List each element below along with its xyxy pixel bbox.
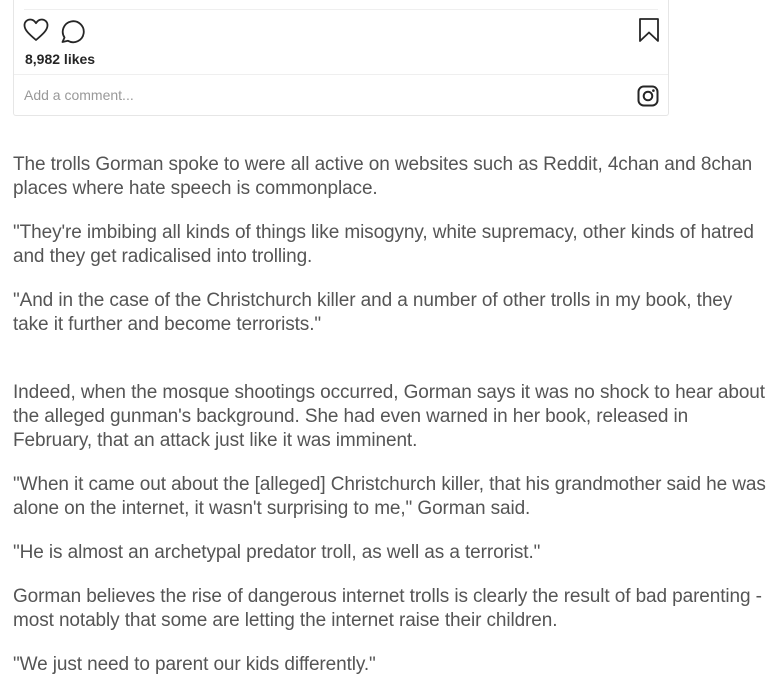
divider (24, 9, 658, 10)
paragraph: "And in the case of the Christchurch killer and a number of other trolls in my book, they take it further and become terrorists." (13, 290, 733, 335)
paragraph: "We just need to parent our kids differently." (13, 654, 376, 675)
comment-row (14, 74, 668, 116)
bookmark-icon[interactable] (638, 17, 660, 43)
paragraph: "They're imbibing all kinds of things like misogyny, white supremacy, other kinds of hatred and they get radicalised into trolling. (13, 222, 754, 267)
instagram-embed (13, 0, 669, 116)
comment-input[interactable] (24, 85, 584, 105)
paragraph: "He is almost an archetypal predator troll, as well as a terrorist." (13, 542, 541, 563)
article-body (13, 153, 769, 697)
paragraph: Gorman believes the rise of dangerous internet trolls is clearly the result of bad parenting - most notably that some are letting the internet raise their children. (13, 586, 762, 631)
paragraph: The trolls Gorman spoke to were all active on websites such as Reddit, 4chan and 8chan places where hate speech is commonplace. (13, 154, 753, 199)
instagram-icon[interactable] (637, 85, 659, 107)
likes-count: 8,982 likes (25, 51, 96, 67)
comment-icon[interactable] (60, 18, 86, 44)
heart-icon[interactable] (23, 18, 49, 42)
paragraph: "When it came out about the [alleged] Christchurch killer, that his grandmother said he was alone on the internet, it wasn't surprising to me," Gorman said. (13, 474, 766, 519)
paragraph: Indeed, when the mosque shootings occurred, Gorman says it was no shock to hear about the alleged gunman's background. She had even warned in her book, released in February, that an attack just like it was imminent. (13, 382, 765, 451)
